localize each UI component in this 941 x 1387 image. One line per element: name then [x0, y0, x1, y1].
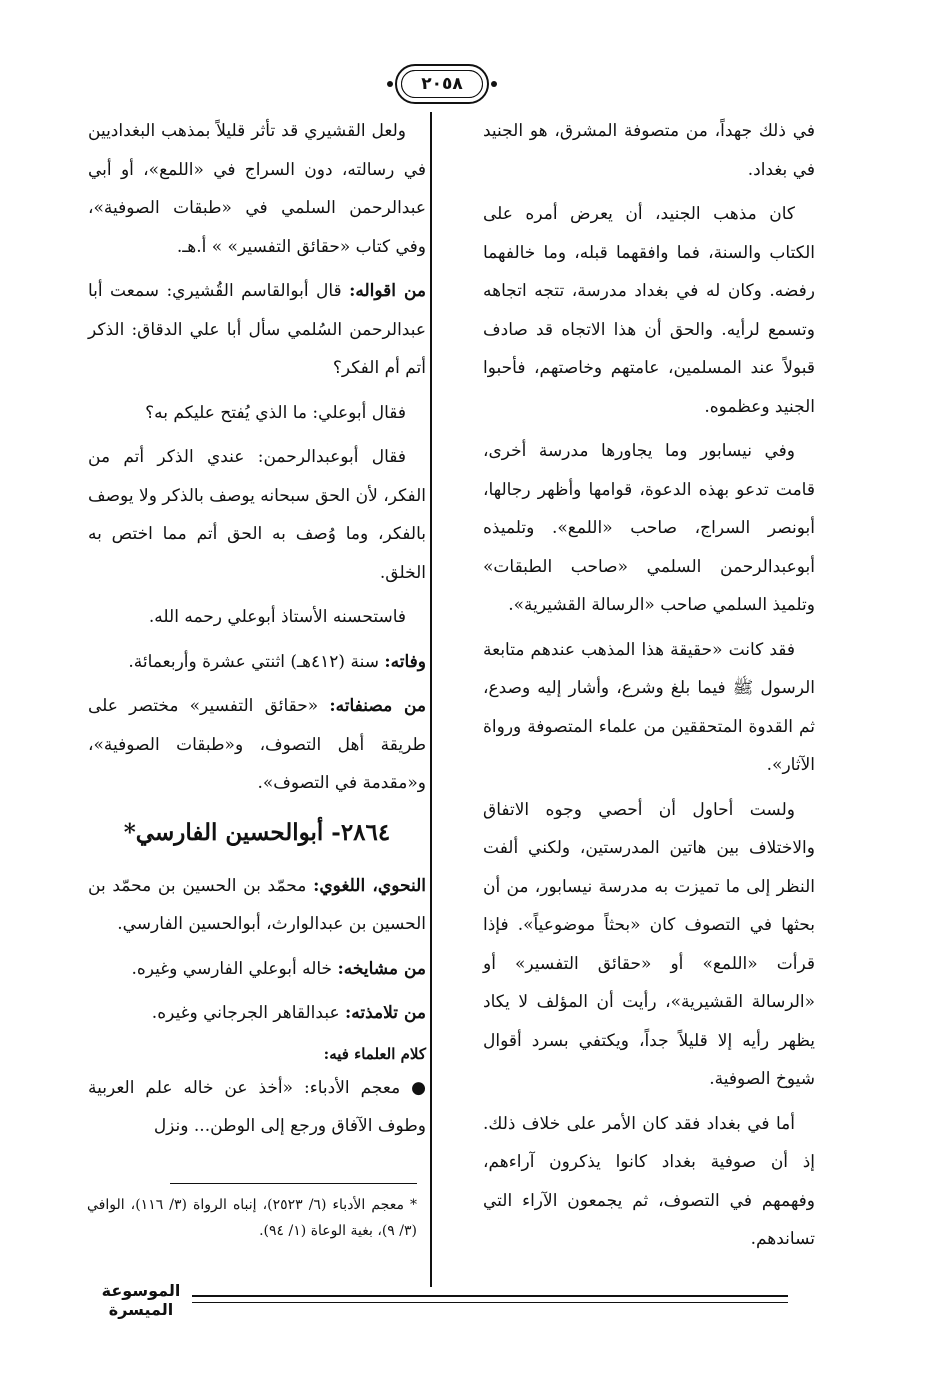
sayings-label: من اقواله: [349, 281, 427, 301]
paragraph: فاستحسنه الأستاذ أبوعلي رحمه الله. [148, 607, 406, 627]
column-divider [430, 112, 432, 1287]
teachers-paragraph [88, 950, 426, 989]
paragraph: أما في بغداد فقد كان الأمر على خلاف ذلك. إذ أن صوفية بغداد كانوا يذكرون آراءهم، وفهمهم في التصوف، ثم يجمعون الآراء التي تساندهم. [483, 1113, 815, 1249]
paragraph: كان مذهب الجنيد، أن يعرض أمره على الكتاب والسنة، فما وافقهما قبله، وما خالفهما رفضه. وكان له في بغداد مدرسة، تتجه اتجاهه وتسمع لرأيه. والحق أن هذا الاتجاه قد صادف قبولاً عند المسلمين، عامتهم وخاصتهم، فأحبوا الجنيد وعظموه. [483, 204, 815, 417]
students-paragraph [88, 994, 426, 1033]
ornament-dot-right [491, 81, 497, 87]
paragraph: ولست أحاول أن أحصي وجوه الاتفاق والاختلاف بين هاتين المدرستين، ولكني ألفت النظر إلى ما تميزت به مدرسة نيسابور، من أن بحثها في التصوف كان «بحثاً موضوعياً». فإذا قرأت «اللمع» أو «حقائق التفسير» أو «الرسالة القشيرية»، رأيت أن المؤلف لا يكاد يظهر رأيه إلا قليلاً جداً، ويكتفي بسرد أقوال شيوخ الصوفية. [483, 799, 815, 1089]
death-paragraph [88, 643, 426, 682]
scholars-heading: كلام العلماء فيه: [323, 1044, 426, 1063]
left-column [88, 112, 426, 1152]
works-paragraph [88, 687, 426, 803]
footer-rule-thin [192, 1302, 788, 1303]
works-text: «حقائق التفسير» مختصر على طريقة أهل التصوف، و«طبقات الصوفية»، و«مقدمة في التصوف». [88, 696, 426, 793]
death-text: سنة (٤١٢هـ) اثنتي عشرة وأربعمائة. [128, 651, 385, 672]
grammar-label: النحوي، اللغوي: [313, 875, 426, 896]
students-label: من تلامذته: [345, 1003, 426, 1023]
paragraph: في ذلك جهداً، من متصوفة المشرق، هو الجنيد في بغداد. [483, 121, 815, 180]
students-text: عبدالقاهر الجرجاني وغيره. [151, 1003, 345, 1023]
paragraph: فقد كانت «حقيقة هذا المذهب عندهم متابعة الرسول ﷺ فيما بلغ وشرع، وأشار إليه وصدع، ثم القدوة المتحققين من علماء المتصوفة ورواة الآثار». [483, 639, 815, 775]
footer-rule [192, 1295, 788, 1297]
sayings-paragraph [88, 272, 426, 388]
teachers-label: من مشايخه: [337, 958, 426, 979]
grammar-text: محمّد بن الحسين بن محمّد بن الحسين بن عبدالوارث، أبوالحسين الفارسي. [88, 875, 426, 934]
paragraph: وفي نيسابور وما يجاورها مدرسة أخرى، قامت تدعو بهذه الدعوة، قوامها وأظهر رجالها، أبونصر السراج، صاحب «اللمع». وتلميذه أبوعبدالرحمن السلمي «صاحب الطبقات» وتلميذ السلمي صاحب «الرسالة القشيرية». [483, 441, 815, 615]
entry-title: ٢٨٦٤- أبوالحسين الفارسي* [123, 818, 391, 846]
sayings-text: قال أبوالقاسم القُشيري: سمعت أبا عبدالرحمن السُلمي سأل أبا علي الدقاق: الذكر أتم أم الفكر؟ [88, 281, 426, 378]
footnote: * معجم الأدباء (٦/ ٢٥٢٣)، إنباه الرواة (٣/ ١١٦)، الوافي (٣/ ٩)، بغية الوعاة (١/ ٩٤). [87, 1197, 417, 1239]
page-number: ٢٠٥٨ [421, 74, 463, 94]
page-number-badge [395, 64, 489, 104]
death-label: وفاته: [384, 651, 426, 672]
footer-title: الموسوعة الميسرة [101, 1281, 181, 1319]
footnote-rule [170, 1183, 417, 1184]
ornament-dot-left [387, 81, 393, 87]
paragraph: ولعل القشيري قد تأثر قليلاً بمذهب البغداديين في رسالته، دون السراج في «اللمع»، أو أبي عبدالرحمن السلمي في «طبقات الصوفية»، وفي كتاب «حقائق التفسير» » أ.هـ. [88, 121, 426, 257]
quote-paragraph: ● معجم الأدباء: «أخذ عن خاله علم العربية وطوف الآفاق ورجع إلى الوطن... ونزل [88, 1077, 426, 1136]
right-column [483, 112, 815, 1265]
teachers-text: خاله أبوعلي الفارسي وغيره. [131, 958, 338, 979]
grammar-paragraph [88, 867, 426, 944]
paragraph: فقال أبوعبدالرحمن: عندي الذكر أتم من الفكر، لأن الحق سبحانه يوصف بالذكر ولا يوصف بالفكر، وما وُصف به الحق أتم مما اختص به الخلق. [88, 447, 426, 583]
paragraph: فقال أبوعلي: ما الذي يُفتح عليكم به؟ [145, 402, 406, 423]
works-label: من مصنفاته: [329, 696, 426, 716]
